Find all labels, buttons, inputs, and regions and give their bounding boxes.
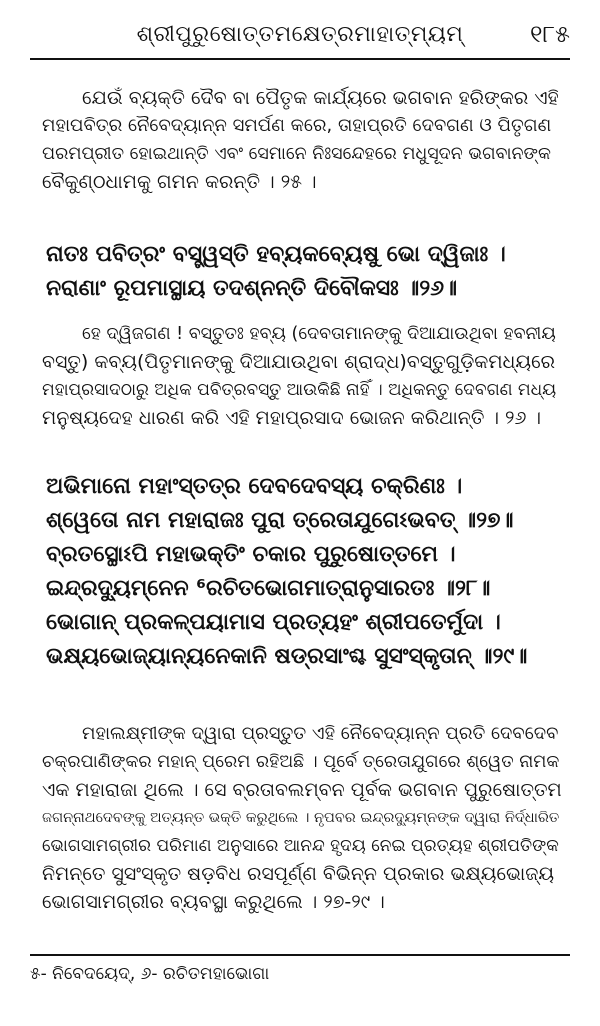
text-line: ଚକ୍ରପାଣିଙ୍କର ମହାନ୍ ପ୍ରେମ ରହିଅଛି । ପୂର୍ବେ ତ୍ରେତାଯୁଗରେ ଶ୍ୱେତ ନାମକ: [42, 752, 560, 772]
sanskrit-verse-1: [46, 238, 564, 306]
commentary-paragraph-2: [42, 320, 564, 432]
text-line: ମନୁଷ୍ୟଦେହ ଧାରଣ କରି ଏହି ମହାପ୍ରସାଦ ଭୋଜନ କରିଥାନ୍ତି । ୨୬ ।: [42, 407, 542, 429]
page-number: ୧୮୫: [529, 20, 570, 48]
text-line: ମହାପ୍ରସାଦଠାରୁ ଅଧିକ ପବିତ୍ରବସ୍ତୁ ଆଉକିଛି ନାହିଁ । ଅଧିକନ୍ତୁ ଦେବଗଣ ମଧ୍ୟ: [42, 380, 557, 400]
verse-line: ଶ୍ୱେତୋ ନାମ ମହାରାଜଃ ପୁରା ତ୍ରେତାଯୁଗେଽଭବତ୍ ॥୨୭॥: [46, 508, 514, 533]
commentary-paragraph-1: [42, 84, 564, 196]
text-line: ବସ୍ତୁ) କବ୍ୟ(ପିତୃମାନଙ୍କୁ ଦିଆଯାଉଥିବା ଶ୍ରାଦ୍ଧ)ବସ୍ତୁଗୁଡ଼ିକମଧ୍ୟରେ: [42, 351, 556, 373]
text-line: ନିମନ୍ତେ ସୁସଂସ୍କୃତ ଷଡ଼ବିଧ ରସପୂର୍ଣ୍ଣ ବିଭିନ୍ନ ପ୍ରକାର ଭକ୍ଷ୍ୟଭୋଜ୍ୟ: [42, 863, 555, 885]
text-line: ହେ ଦ୍ୱିଜଗଣ ! ବସ୍ତୁତଃ ହବ୍ୟ (ଦେବତାମାନଙ୍କୁ ଦିଆଯାଉଥିବା ହବନୀୟ: [82, 324, 556, 344]
text-line: ଏକ ମହାରାଜା ଥିଲେ । ସେ ବ୍ରତାବଲମ୍ବନ ପୂର୍ବକ ଭଗବାନ ପୁରୁଷୋତ୍ତମ: [42, 779, 562, 801]
text-line: ମହାପବିତ୍ର ନୈବେଦ୍ୟାନ୍ନ ସମର୍ପଣ କରେ, ତାହାପ୍ରତି ଦେବଗଣ ଓ ପିତୃଗଣ: [42, 115, 552, 136]
verse-line: ନାତଃ ପବିତ୍ରଂ ବସ୍ତ୍ୱସ୍ତି ହବ୍ୟକବ୍ୟେଷୁ ଭୋ ଦ୍ୱିଜାଃ ।: [46, 242, 506, 267]
verse-line: ଅଭିମାନୋ ମହାଂସ୍ତତ୍ର ଦେବଦେବସ୍ୟ ଚକ୍ରିଣଃ ।: [46, 474, 463, 499]
verse-line: ବ୍ରତସ୍ଥୋଽପି ମହାଭକ୍ତିଂ ଚକାର ପୁରୁଷୋତ୍ତମେ ।: [46, 542, 456, 567]
commentary-paragraph-3: [42, 720, 564, 916]
running-title: ଶ୍ରୀପୁରୁଷୋତ୍ତମକ୍ଷେତ୍ରମାହାତ୍ମ୍ୟମ୍: [136, 22, 464, 47]
text-line: ପରମପ୍ରୀତ ହୋଇଥାନ୍ତି ଏବଂ ସେମାନେ ନିଃସନ୍ଦେହରେ ମଧୁସୂଦନ ଭଗବାନଙ୍କ: [42, 144, 551, 164]
text-line: ଭୋଗସାମଗ୍ରୀର ପରିମାଣ ଅନୁସାରେ ଆନନ୍ଦ ହୃଦୟ ନେଇ ପ୍ରତ୍ୟହ ଶ୍ରୀପତିଙ୍କ: [42, 836, 559, 856]
footnote: ୫- ନିବେଦୟେଦ୍, ୬- ରଚିତମହାଭୋଗା: [30, 964, 270, 984]
verse-line: ନରାଣାଂ ରୂପମାସ୍ଥାୟ ତଦଶ୍ନନ୍ତି ଦିବୌକସଃ ॥୨୬॥: [46, 276, 458, 301]
text-line: ବୈକୁଣ୍ଠଧାମକୁ ଗମନ କରନ୍ତି । ୨୫ ।: [42, 171, 317, 193]
text-line: ଭୋଗସାମଗ୍ରୀର ବ୍ୟବସ୍ଥା କରୁଥିଲେ । ୨୭-୨୯ ।: [42, 891, 385, 913]
footnote-divider: [30, 954, 570, 956]
page-header: [30, 12, 570, 60]
sanskrit-verse-2: [46, 470, 564, 674]
text-line: ମହାଲକ୍ଷ୍ମୀଙ୍କ ଦ୍ୱାରା ପ୍ରସ୍ତୁତ ଏହି ନୈବେଦ୍ୟାନ୍ନ ପ୍ରତି ଦେବଦେବ: [82, 723, 559, 744]
text-line: ଜଗନ୍ନାଥଦେବଙ୍କୁ ଅତ୍ୟନ୍ତ ଭକ୍ତି କରୁଥିଲେ । ନୃପବର ଇନ୍ଦ୍ରଦ୍ୟୁମ୍ନଙ୍କ ଦ୍ୱାରା ନିର୍ଦ୍ଧାରିତ: [42, 810, 560, 826]
verse-line: ଭୋଗାନ୍ ପ୍ରକଳ୍ପୟାମାସ ପ୍ରତ୍ୟହଂ ଶ୍ରୀପତେର୍ମୁଦା ।: [46, 610, 501, 635]
verse-line: ଇନ୍ଦ୍ରଦ୍ୟୁମ୍ନେନ ⁶ରଚିତଭୋଗମାତ୍ରାନୁସାରତଃ ॥୨୮॥: [46, 576, 491, 601]
verse-line: ଭକ୍ଷ୍ୟଭୋଜ୍ୟାନ୍ୟନେକାନି ଷଡ୍‌ରସାଂଶ୍ଚ ସୁସଂସ୍କୃତାନ୍ ॥୨୯॥: [46, 644, 528, 669]
text-line: ଯେଉଁ ବ୍ୟକ୍ତି ଦୈବ ବା ପୈତୃକ କାର୍ଯ୍ୟରେ ଭଗବାନ ହରିଙ୍କର ଏହି: [82, 87, 559, 109]
